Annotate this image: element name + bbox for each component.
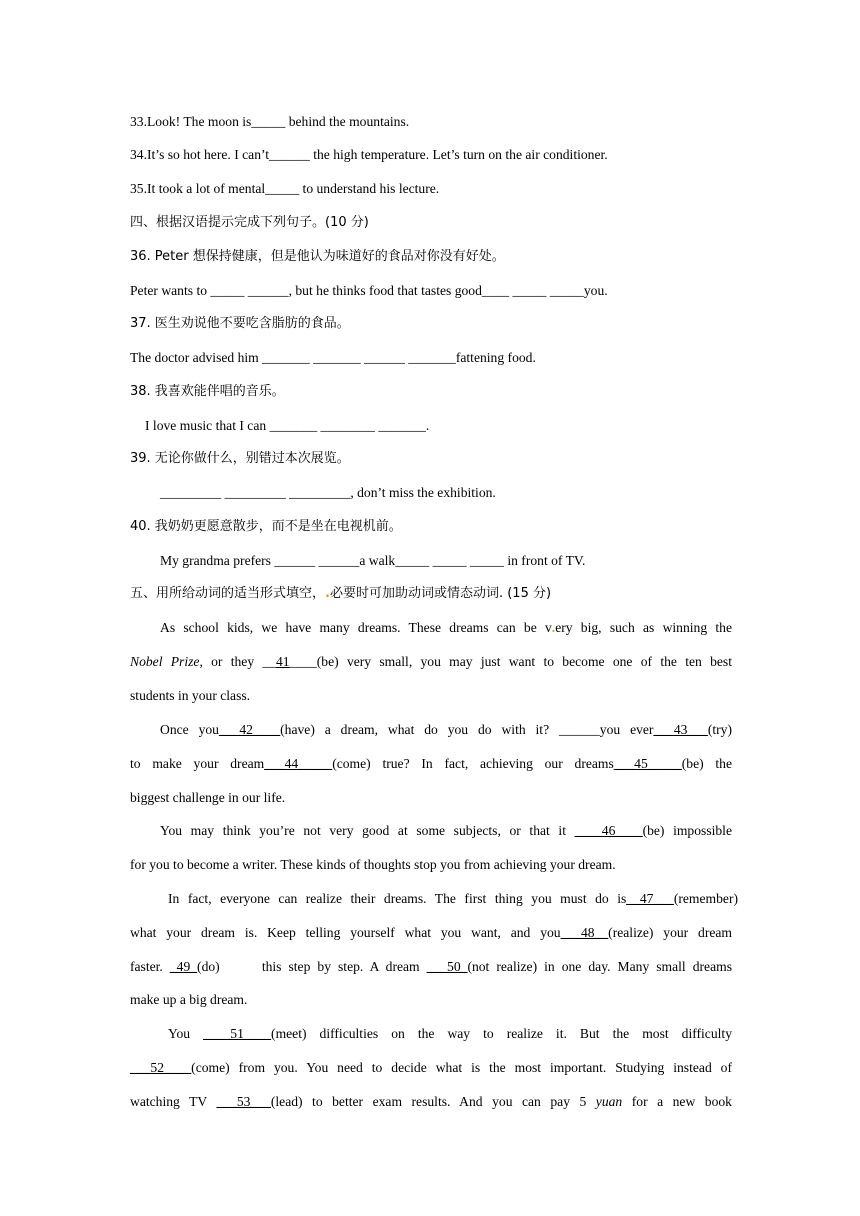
text-run: (come) from you. You need to decide what is the most important. Studying instead of [191, 1060, 732, 1075]
section-5-heading [130, 584, 551, 604]
paragraph-5-line-1 [168, 1024, 732, 1044]
text-run: You [168, 1026, 204, 1041]
text-run: watching TV [130, 1094, 217, 1109]
blank-47: __47___ [626, 891, 674, 906]
paragraph-2-line-1 [160, 720, 732, 740]
nobel-prize-italic: Nobel Prize [130, 654, 200, 669]
text-run: Once you [160, 722, 219, 737]
text-run: what your dream is. Keep telling yourself what you want, and you [130, 925, 561, 940]
text-run: ery big, such as winning the [555, 620, 732, 635]
blank-41: 41 [276, 654, 290, 669]
paragraph-3-line-2: for you to become a writer. These kinds of thoughts stop you from achieving your dream. [130, 857, 616, 872]
text-run: for a new book [622, 1094, 732, 1109]
text-run: As school kids, we have many dreams. These dreams can be v [160, 620, 552, 635]
paragraph-5-line-2 [130, 1058, 732, 1078]
text-run: (not realize) in one day. Many small dreams [467, 959, 732, 974]
paragraph-4-line-1 [168, 889, 738, 909]
blank-49: _49_ [169, 959, 198, 974]
blank-51: ____51____ [203, 1026, 272, 1041]
blank-53: ___53___ [216, 1094, 271, 1109]
question-34: 34.It’s so hot here. I can’t______ the high temperature. Let’s turn on the air conditioner. [130, 147, 608, 162]
highlight-dot: . [325, 586, 330, 601]
blank-44: ___44_____ [264, 756, 333, 771]
text-run: You may think you’re not very good at some subjects, or that it [160, 823, 575, 838]
text-run: (have) a dream, what do you do with it? ______you ever [280, 722, 654, 737]
text-run: , or they __ [199, 654, 276, 669]
text-run: faster. [130, 959, 170, 974]
paragraph-1-line-2 [130, 652, 732, 672]
blank-52: ___52____ [130, 1060, 192, 1075]
text-run: (try) [707, 722, 732, 737]
question-38-chinese: 38. 我喜欢能伴唱的音乐。 [130, 384, 285, 399]
paragraph-2-line-2 [130, 754, 732, 774]
section-4-heading: 四、根据汉语提示完成下列句子。(10 分) [130, 215, 369, 230]
text-run: (remember) [673, 891, 738, 906]
blank-43: ___43___ [653, 722, 708, 737]
text-run: (come) true? In fact, achieving our dreams [332, 756, 614, 771]
text-run: (do) this step by step. A dream [197, 959, 427, 974]
paragraph-3-line-1 [160, 821, 732, 841]
paragraph-2-line-3: biggest challenge in our life. [130, 790, 286, 805]
text-run: (be) impossible [642, 823, 732, 838]
question-39-english: _________ _________ _________, don’t miss the exhibition. [160, 485, 496, 500]
question-40-chinese: 40. 我奶奶更愿意散步，而不是坐在电视机前。 [130, 519, 402, 534]
highlight-dot: . [551, 620, 556, 635]
question-38-english: I love music that I can _______ ________ _______. [145, 418, 430, 433]
paragraph-4-line-2 [130, 923, 732, 943]
paragraph-1-line-1 [160, 618, 732, 638]
question-37-chinese: 37. 医生劝说他不要吃含脂肪的食品。 [130, 316, 350, 331]
blank-42: ___42____ [218, 722, 281, 737]
paragraph-4-line-3 [130, 957, 732, 977]
text-run: to make your dream [130, 756, 265, 771]
blank-48: ___48__ [560, 925, 609, 940]
blank-46: ____46____ [574, 823, 643, 838]
text-run: ____(be) very small, you may just want to become one of the ten best [289, 654, 732, 669]
paragraph-5-line-3 [130, 1092, 732, 1112]
yuan-italic: yuan [595, 1094, 623, 1109]
text-run: (realize) your dream [608, 925, 732, 940]
question-33: 33.Look! The moon is_____ behind the mountains. [130, 114, 410, 129]
paragraph-1-line-3: students in your class. [130, 688, 251, 703]
text-run: (be) the [681, 756, 733, 771]
question-36-chinese: 36. Peter 想保持健康，但是他认为味道好的食品对你没有好处。 [130, 249, 505, 264]
text-run: (lead) to better exam results. And you can pay 5 [270, 1094, 596, 1109]
question-39-chinese: 39. 无论你做什么，别错过本次展览。 [130, 451, 350, 466]
blank-45: ___45_____ [613, 756, 682, 771]
question-36-english: Peter wants to _____ ______, but he thinks food that tastes good____ _____ _____you. [130, 283, 608, 298]
question-40-english: My grandma prefers ______ ______a walk_____ _____ _____ in front of TV. [160, 553, 586, 568]
paragraph-4-line-4: make up a big dream. [130, 992, 248, 1007]
question-35: 35.It took a lot of mental_____ to understand his lecture. [130, 181, 440, 196]
text-run: In fact, everyone can realize their dreams. The first thing you must do is [168, 891, 627, 906]
blank-50: ___50_ [426, 959, 468, 974]
text-run: (meet) difficulties on the way to realize it. But the most difficulty [271, 1026, 732, 1041]
section-5-heading-part-a: 五、用所给动词的适当形式填空， [130, 586, 326, 601]
question-37-english: The doctor advised him _______ _______ ______ _______fattening food. [130, 350, 536, 365]
section-5-heading-part-b: 必要时可加助动词或情态动词. (15 分) [329, 586, 552, 601]
